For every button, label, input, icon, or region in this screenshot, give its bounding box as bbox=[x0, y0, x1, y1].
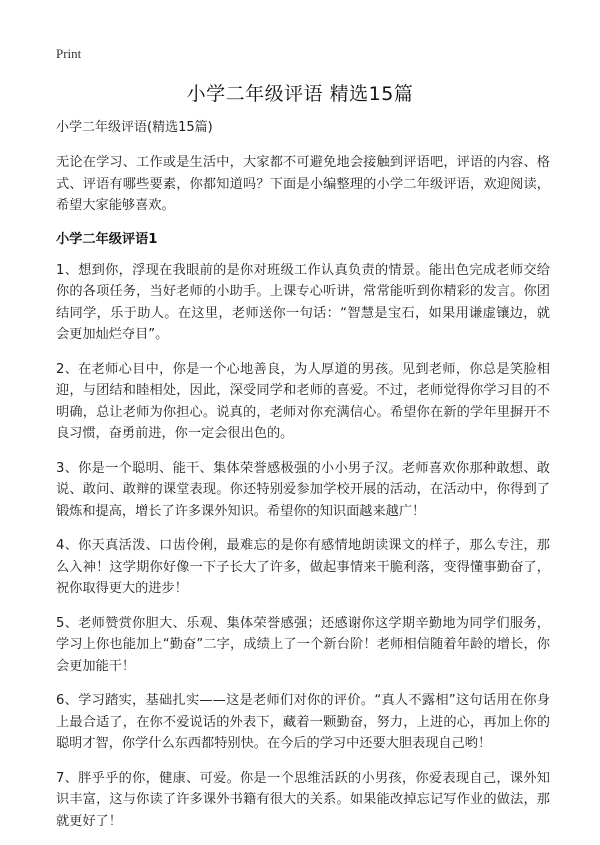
intro-paragraph: 无论在学习、工作或是生活中，大家都不可避免地会接触到评语吧，评语的内容、格式、评语有哪些要素，你都知道吗？下面是小编整理的小学二年级评语，欢迎阅读，希望大家能够喜欢。 bbox=[56, 155, 550, 213]
comment-paragraph-3: 3、你是一个聪明、能干、集体荣誉感极强的小小男子汉。老师喜欢你那种敢想、敢说、敢问、敢辩的课堂表现。你还特别爱参加学校开展的活动，在活动中，你得到了锻炼和提高，增长了许多课外知识。希望你的知识面越来越广！ bbox=[56, 460, 550, 519]
comment-paragraph-2: 2、在老师心目中，你是一个心地善良，为人厚道的男孩。见到老师，你总是笑脸相迎，与团结和睦相处，因此，深受同学和老师的喜爱。不过，老师觉得你学习目的不明确，总让老师为你担心。说真的，老师对你充满信心。希望你在新的学年里摒开不良习惯，奋勇前进，你一定会很出色的。 bbox=[56, 361, 550, 441]
section-heading: 小学二年级评语1 bbox=[56, 231, 158, 247]
comment-paragraph-5: 5、老师赞赏你胆大、乐观、集体荣誉感强；还感谢你这学期辛勤地为同学们服务，学习上你也能加上“勤奋”二字，成绩上了一个新台阶！老师相信随着年龄的增长，你会更加能干！ bbox=[56, 615, 550, 674]
comment-paragraph-7: 7、胖乎乎的你，健康、可爱。你是一个思维活跃的小男孩，你爱表现自己，课外知识丰富，这与你读了许多课外书籍有很大的关系。如果能改掉忘记写作业的做法，那就更好了！ bbox=[56, 770, 550, 829]
article-body bbox=[56, 118, 550, 845]
print-link[interactable]: Print bbox=[56, 46, 82, 61]
comment-paragraph-4: 4、你天真活泼、口齿伶俐，最难忘的是你有感情地朗读课文的样子，那么专注，那么入神！这学期你好像一下子长大了许多，做起事情来干脆利落，变得懂事勤奋了，祝你取得更大的进步！ bbox=[56, 538, 550, 596]
comment-paragraph-1: 1、想到你，浮现在我眼前的是你对班级工作认真负责的情景。能出色完成老师交给你的各项任务，当好老师的小助手。上课专心听讲，常常能听到你精彩的发言。你团结同学，乐于助人。在这里，老师送你一句话：“智慧是宝石，如果用谦虚镶边，就会更加灿烂夺目”。 bbox=[56, 262, 550, 342]
page-title: 小学二年级评语 精选15篇 bbox=[186, 83, 414, 105]
article-subtitle: 小学二年级评语(精选15篇) bbox=[56, 120, 213, 135]
comment-paragraph-6: 6、学习踏实，基础扎实——这是老师们对你的评价。“真人不露相”这句话用在你身上最合适了，在你不爱说话的外表下，藏着一颗勤奋，努力，上进的心，再加上你的聪明才智，你学什么东西都特别快。在今后的学习中还要大胆表现自己哟！ bbox=[56, 693, 550, 751]
